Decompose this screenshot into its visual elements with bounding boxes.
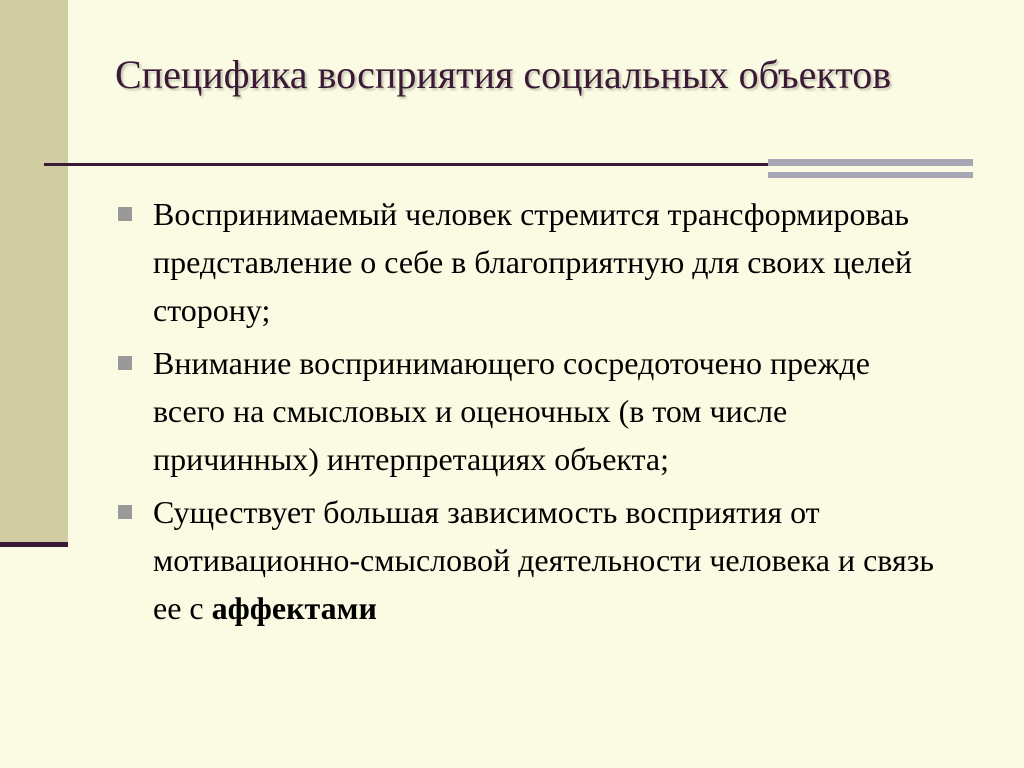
- accent-bar-top: [768, 159, 973, 166]
- bullet-text: Внимание воспринимающего сосредоточено прежде всего на смысловых и оценочных (в том числе причинных) интерпретациях объекта;: [153, 345, 870, 477]
- bullet-text: Воспринимаемый человек стремится трансформироваь представление о себе в благоприятную для своих целей сторону;: [153, 196, 913, 328]
- square-bullet-icon: [118, 356, 132, 370]
- side-bar-divider: [0, 542, 68, 547]
- bullet-item: [118, 488, 948, 632]
- square-bullet-icon: [118, 207, 132, 221]
- bullet-text: Существует большая зависимость восприятия от мотивационно-смысловой деятельности человека и связь ее с: [153, 494, 934, 626]
- square-bullet-icon: [118, 505, 132, 519]
- decorative-side-bar: [0, 0, 68, 545]
- slide-title: Специфика восприятия социальных объектов: [115, 52, 892, 97]
- title-divider: [44, 163, 768, 166]
- bullet-item: [118, 190, 948, 334]
- accent-bar-bottom: [768, 172, 973, 178]
- bullet-item: [118, 339, 948, 483]
- bullet-emphasis: аффектами: [211, 590, 377, 626]
- bullet-list: [118, 190, 948, 637]
